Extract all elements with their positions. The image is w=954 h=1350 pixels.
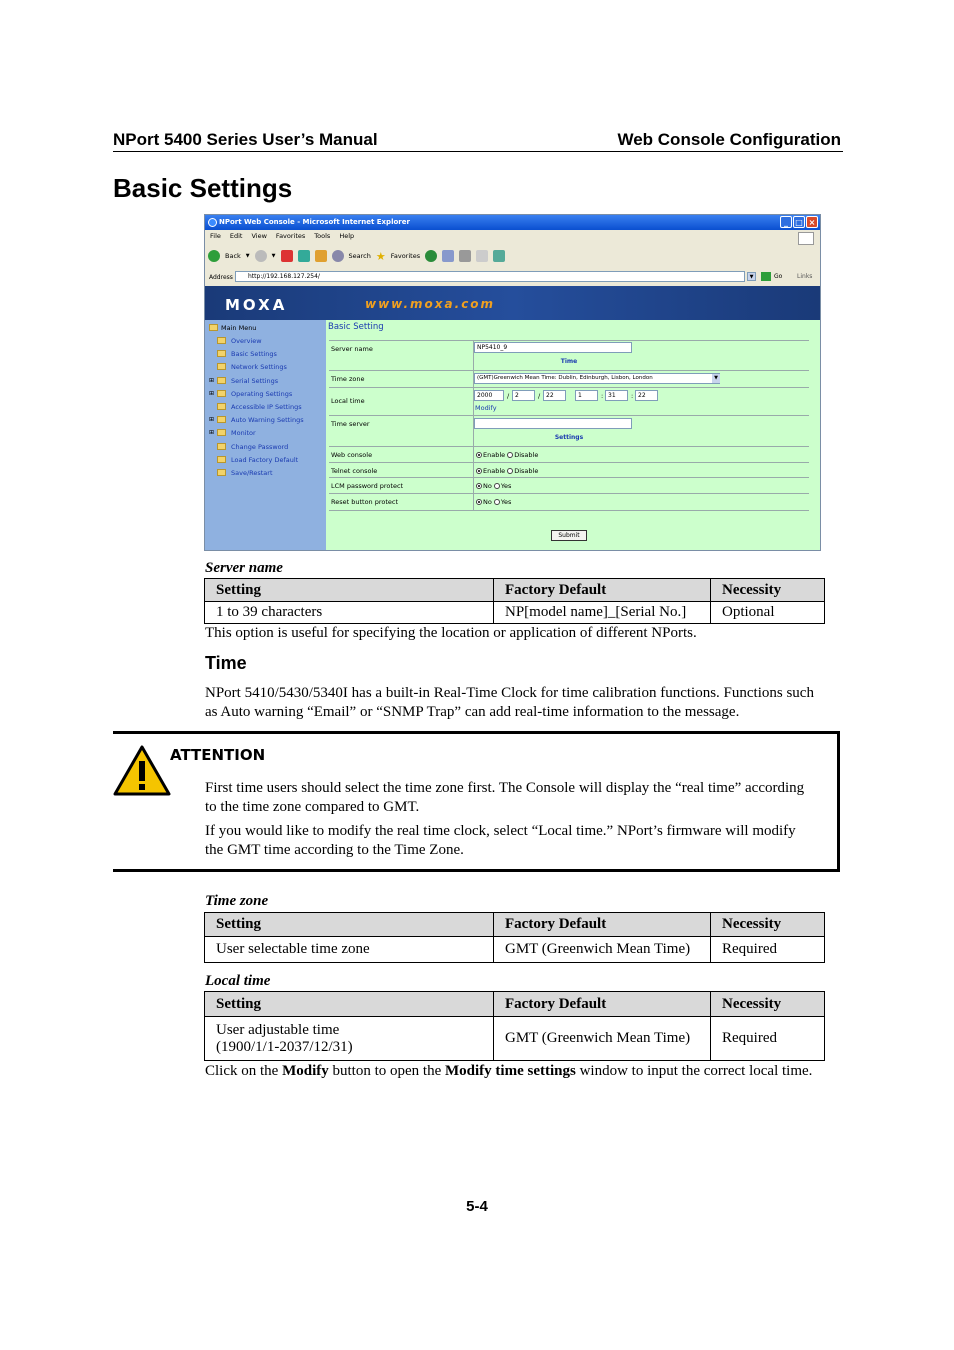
label-telnet-console: Telnet console [331,467,378,475]
menu-serial-settings[interactable]: ⊞ Serial Settings [209,377,279,385]
local-time-day[interactable]: 22 [543,390,566,401]
local-time-table [204,991,825,1061]
table-header: Setting [205,913,494,937]
address-bar [207,270,819,284]
folder-icon [217,416,226,423]
close-icon[interactable]: × [806,216,818,228]
table-cell: User selectable time zone [205,937,494,963]
menu-monitor[interactable]: ⊞ Monitor [209,429,256,437]
label-lcm-password: LCM password protect [331,482,404,490]
attention-title: ATTENTION [170,746,266,764]
forward-icon[interactable] [255,250,267,262]
go-arrow-icon[interactable] [761,272,771,281]
back-icon[interactable] [208,250,220,262]
table-cell: GMT (Greenwich Mean Time) [494,937,711,963]
server-name-table [204,578,825,624]
folder-icon [217,443,226,450]
folder-icon [217,469,226,476]
table-cell: Optional [711,602,825,624]
time-zone-caption: Time zone [205,893,269,909]
print-icon[interactable] [459,250,471,262]
telnet-disable-radio[interactable] [507,468,513,474]
messenger-icon[interactable] [493,250,505,262]
menu-operating-settings[interactable]: ⊞ Operating Settings [209,390,293,398]
home-icon[interactable] [315,250,327,262]
favorites-label[interactable]: Favorites [390,252,421,260]
menu-basic-settings[interactable]: Basic Settings [231,350,277,358]
menu-overview[interactable]: Overview [231,337,262,345]
page-title: Basic Settings [113,173,293,203]
edit-icon[interactable] [476,250,488,262]
chevron-down-icon[interactable]: ▼ [747,272,756,281]
history-icon[interactable] [425,250,437,262]
folder-icon [217,377,226,384]
table-header: Setting [205,992,494,1017]
back-label[interactable]: Back [225,252,241,260]
label-local-time: Local time [331,397,365,405]
attention-paragraph-1: First time users should select the time zone first. The Console will display the “real time” according to the time zone compared to GMT. [205,780,805,815]
browser-title: NPort Web Console - Microsoft Internet Explorer [219,218,410,226]
table-header: Factory Default [494,579,711,602]
browser-screenshot [204,214,821,551]
time-paragraph: NPort 5410/5430/5340I has a built-in Real-Time Clock for time calibration functions. Functions such as Auto warning “Email” or “SNMP Trap” can add real-time information to the message. [205,685,814,720]
folder-icon [217,429,226,436]
label-time-zone: Time zone [331,375,365,383]
telnet-enable-radio[interactable] [476,468,482,474]
menu-network-settings[interactable]: Network Settings [231,363,287,371]
chevron-down-icon[interactable]: ▼ [712,374,720,383]
expand-icon[interactable]: ⊞ [209,377,215,384]
label-server-name: Server name [331,345,373,353]
submit-button[interactable]: Submit [551,530,587,541]
table-header: Necessity [711,992,825,1017]
local-time-month[interactable]: 2 [512,390,535,401]
refresh-icon[interactable] [298,250,310,262]
row-web-console: Web console Enable Disable [329,446,809,463]
folder-icon [209,324,218,331]
lcm-yes-radio[interactable] [494,483,500,489]
table-cell: User adjustable time (1900/1/1-2037/12/31) [205,1017,494,1061]
reset-no-radio[interactable] [476,499,482,505]
section-settings: Settings [554,434,584,441]
attention-paragraph-2: If you would like to modify the real time clock, select “Local time.” NPort’s firmware will modify the GMT time according to the Time Zone. [205,823,796,858]
row-reset-button: Reset button protect No Yes [329,493,809,511]
address-input[interactable]: http://192.168.127.254/ [235,271,745,282]
row-time-server [329,415,809,432]
search-icon[interactable] [332,250,344,262]
folder-icon [217,337,226,344]
label-time-server: Time server [331,420,370,428]
menu-load-factory-default[interactable]: Load Factory Default [231,456,298,464]
folder-icon [217,363,226,370]
menu-accessible-ip[interactable]: Accessible IP Settings [231,403,302,411]
expand-icon[interactable]: ⊞ [209,416,215,423]
menu-edit[interactable]: Edit [229,232,243,240]
reset-yes-radio[interactable] [494,499,500,505]
star-icon[interactable]: ★ [375,249,386,263]
manual-title: NPort 5400 Series User’s Manual [113,130,378,149]
moxa-url: www.moxa.com [365,297,496,311]
menu-save-restart[interactable]: Save/Restart [231,469,273,477]
menu-view[interactable]: View [251,232,267,240]
browser-menubar [210,232,354,240]
table-cell: NP[model name]_[Serial No.] [494,602,711,624]
lcm-no-radio[interactable] [476,483,482,489]
expand-icon[interactable]: ⊞ [209,390,215,397]
expand-icon[interactable]: ⊞ [209,429,215,436]
browser-titlebar [205,215,820,230]
table-header: Necessity [711,579,825,602]
time-zone-select[interactable]: (GMT)Greenwich Mean Time: Dublin, Edinburgh, Lisbon, London [474,373,720,384]
table-cell: Required [711,1017,825,1061]
table-cell: Required [711,937,825,963]
stop-icon[interactable] [281,250,293,262]
chapter-title: Web Console Configuration [617,130,841,149]
server-name-input[interactable]: NP5410_9 [474,342,632,353]
folder-icon [217,456,226,463]
windows-logo-icon [798,232,814,245]
links-label[interactable]: Links [797,273,813,280]
maximize-icon[interactable]: □ [793,216,805,228]
folder-icon [217,350,226,357]
page-number: 5-4 [466,1198,488,1215]
content-title: Basic Setting [328,322,384,332]
label-web-console: Web console [331,451,373,459]
time-heading: Time [205,653,247,673]
chevron-down-icon[interactable]: ▼ [245,253,250,259]
time-server-input[interactable] [474,418,632,429]
folder-icon [217,390,226,397]
table-cell: GMT (Greenwich Mean Time) [494,1017,711,1061]
modify-link[interactable]: Modify [475,404,497,412]
time-zone-table [204,912,825,963]
table-header: Setting [205,579,494,602]
local-time-year[interactable]: 2000 [474,390,504,401]
moxa-logo: MOXA [225,296,288,314]
moxa-banner [205,286,820,320]
search-label[interactable]: Search [348,252,371,260]
menu-main[interactable]: Main Menu [221,324,256,332]
browser-toolbar [208,247,818,265]
row-local-time: Local time 2000 / 2 / 22 1 : 31 : 22 Modify [329,387,809,415]
menu-file[interactable]: File [210,232,221,240]
chevron-down-icon[interactable]: ▼ [271,253,276,259]
warning-icon [113,744,171,796]
row-telnet-console: Telnet console Enable Disable [329,462,809,478]
mail-icon[interactable] [442,250,454,262]
go-label[interactable]: Go [774,273,783,280]
table-header: Factory Default [494,913,711,937]
local-time-note: Click on the Modify button to open the Modify time settings window to input the correct local time. [205,1063,813,1079]
web-console-enable-radio[interactable] [476,452,482,458]
content-panel [326,320,821,551]
menu-tools[interactable]: Tools [314,232,331,240]
left-menu [205,320,326,551]
address-label: Address [209,273,233,281]
folder-icon [217,403,226,410]
menu-change-password[interactable]: Change Password [231,443,288,451]
local-time-caption: Local time [205,973,271,989]
row-server-name [329,340,809,357]
menu-favorites[interactable]: Favorites [275,232,306,240]
table-header: Necessity [711,913,825,937]
section-time: Time [560,358,578,365]
server-name-caption: Server name [205,560,283,576]
label-reset-button: Reset button protect [331,498,399,506]
local-time-second[interactable]: 22 [635,390,658,401]
local-time-hour[interactable]: 1 [575,390,598,401]
server-name-note: This option is useful for specifying the location or application of different NPorts. [205,625,697,641]
table-cell: 1 to 39 characters [205,602,494,624]
menu-help[interactable]: Help [339,232,355,240]
web-console-disable-radio[interactable] [507,452,513,458]
header-rule [113,151,843,152]
ie-icon [208,218,217,227]
menu-auto-warning[interactable]: ⊞ Auto Warning Settings [209,416,304,424]
row-time-zone [329,370,809,387]
table-header: Factory Default [494,992,711,1017]
row-lcm-password: LCM password protect No Yes [329,477,809,494]
local-time-minute[interactable]: 31 [605,390,628,401]
minimize-icon[interactable]: _ [780,216,792,228]
